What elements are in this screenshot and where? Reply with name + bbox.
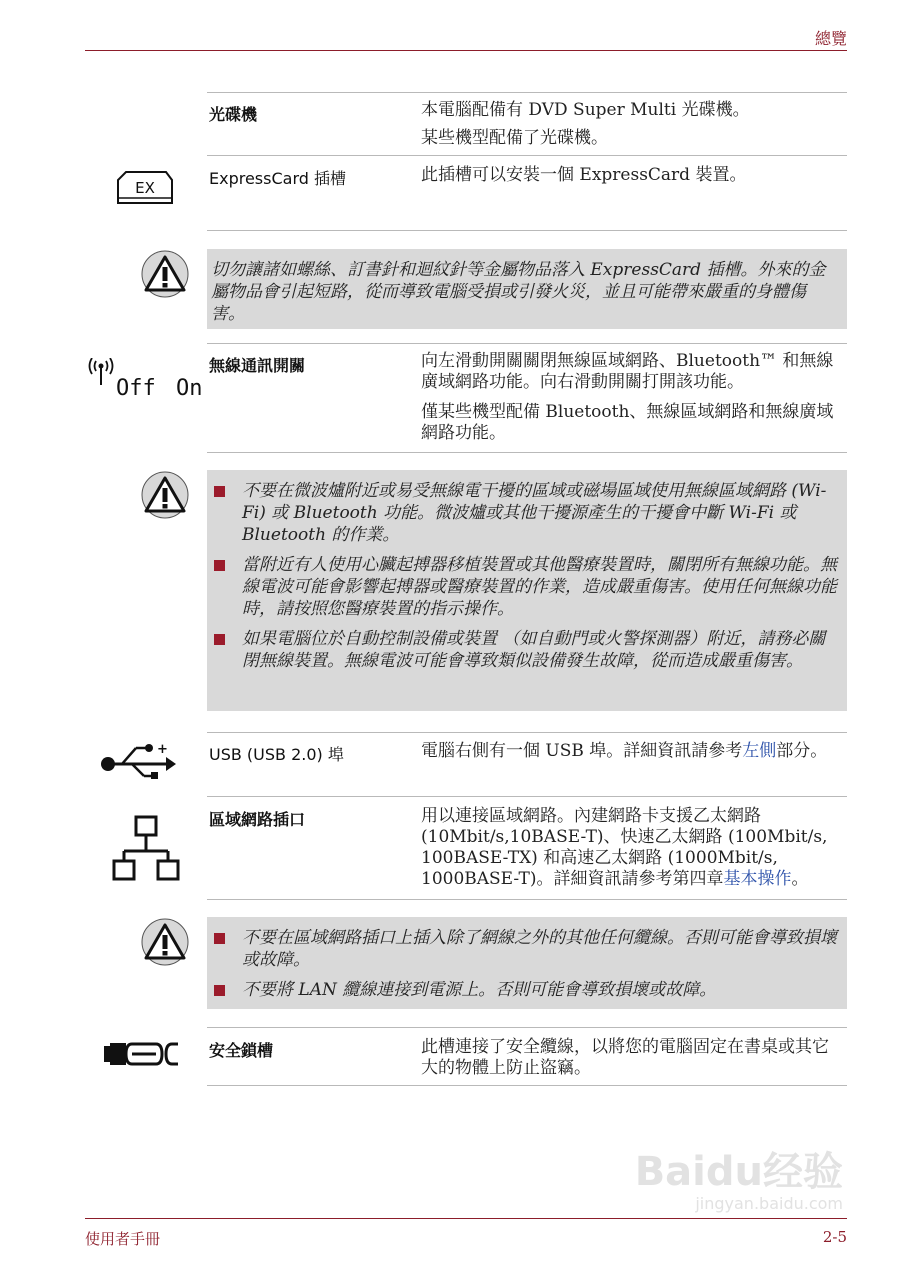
basic-operations-link[interactable]: 基本操作 (723, 869, 792, 889)
divider (207, 343, 847, 344)
switch-on-label: On (176, 376, 203, 401)
optical-drive-desc: 本電腦配備有 DVD Super Multi 光碟機。 (421, 100, 750, 120)
expresscard-warning-box (207, 249, 847, 329)
warning-item: 不要在微波爐附近或易受無線電干擾的區域或磁場區域使用無線區域網路 (Wi-Fi) 或 Bluetooth 功能。微波爐或其他干擾源產生的干擾會中斷 Wi-Fi 或 Bluetooth 的作業。 (211, 480, 839, 546)
divider (207, 899, 847, 900)
lan-jack-label: 區域網路插口 (209, 810, 306, 829)
expresscard-icon-text: EX (135, 179, 155, 197)
bullet-icon (214, 560, 225, 571)
bullet-icon (214, 486, 225, 497)
lan-jack-desc: 用以連接區域網路。內建網路卡支援乙太網路 (10Mbit/s,10BASE-T)、快速乙太網路 (100Mbit/s, 100BASE-TX) 和高速乙太網路 (1000Mbit/s, 1000BASE-T)。詳細資訊請參考第四章基本操作。 (421, 806, 828, 889)
warning-icon (141, 471, 189, 519)
divider (207, 155, 847, 156)
switch-off-label: Off (116, 376, 156, 401)
expresscard-label: ExpressCard 插槽 (209, 169, 346, 188)
divider (207, 1085, 847, 1086)
bullet-icon (214, 933, 225, 944)
optical-drive-desc-note: 某些機型配備了光碟機。 (421, 128, 608, 148)
divider (207, 732, 847, 733)
divider (207, 230, 847, 231)
warning-icon (141, 250, 189, 298)
warning-icon (141, 918, 189, 966)
header-rule (85, 50, 847, 51)
divider (207, 1027, 847, 1028)
warning-item: 當附近有人使用心臟起搏器移植裝置或其他醫療裝置時，關閉所有無線功能。無線電波可能會影響起搏器或醫療裝置的作業，造成嚴重傷害。使用任何無線功能時，請按照您醫療裝置的指示操作。 (211, 554, 839, 620)
left-side-link[interactable]: 左側 (742, 741, 777, 761)
expresscard-desc: 此插槽可以安裝一個 ExpressCard 裝置。 (421, 165, 747, 185)
expresscard-warning-text: 切勿讓諸如螺絲、訂書針和迴紋針等金屬物品落入 ExpressCard 插槽。外來的金屬物品會引起短路，從而導致電腦受損或引發火災，並且可能帶來嚴重的身體傷害。 (211, 260, 826, 324)
usb-port-desc: 電腦右側有一個 USB 埠。詳細資訊請參考左側部分。 (421, 741, 828, 761)
wireless-warning-list (211, 480, 839, 680)
footer-rule (85, 1218, 847, 1219)
lan-warning-box (207, 917, 847, 1009)
warning-item: 不要在區域網路插口上插入除了網線之外的其他任何纜線。否則可能會導致損壞或故障。 (211, 927, 839, 971)
divider (207, 92, 847, 93)
watermark-url: jingyan.baidu.com (695, 1194, 843, 1213)
footer-page-number: 2-5 (822, 1228, 847, 1246)
wireless-warning-box (207, 470, 847, 711)
expresscard-icon (116, 170, 174, 208)
bullet-icon (214, 634, 225, 645)
usb-icon (100, 740, 180, 782)
divider (207, 796, 847, 797)
security-lock-desc: 此槽連接了安全纜線，以將您的電腦固定在書桌或其它大的物體上防止盜竊。 (421, 1037, 829, 1078)
svg-text:+: + (157, 742, 168, 757)
security-lock-label: 安全鎖槽 (209, 1041, 274, 1060)
security-lock-icon (102, 1040, 182, 1068)
lan-network-icon (110, 815, 182, 885)
wireless-switch-desc: 向左滑動開關關閉無線區域網路、Bluetooth™ 和無線廣域網路功能。向右滑動開關打開該功能。 (421, 351, 834, 392)
optical-drive-label: 光碟機 (209, 105, 258, 124)
warning-item: 如果電腦位於自動控制設備或裝置 （如自動門或火警探測器）附近，請務必關閉無線裝置。無線電波可能會導致類似設備發生故障，從而造成嚴重傷害。 (211, 628, 839, 672)
footer-manual-title: 使用者手冊 (85, 1230, 161, 1248)
header-title: 總覽 (814, 29, 847, 48)
usb-port-label: USB (USB 2.0) 埠 (209, 745, 344, 764)
watermark-brand: Baidu经验 (634, 1149, 843, 1195)
wireless-switch-note: 僅某些機型配備 Bluetooth、無線區域網路和無線廣域網路功能。 (421, 402, 834, 443)
warning-item: 不要將 LAN 纜線連接到電源上。否則可能會導致損壞或故障。 (211, 979, 839, 1001)
wireless-switch-label: 無線通訊開關 (209, 356, 306, 375)
divider (207, 452, 847, 453)
baidu-watermark (635, 1150, 843, 1213)
lan-warning-list (211, 927, 839, 1009)
bullet-icon (214, 985, 225, 996)
